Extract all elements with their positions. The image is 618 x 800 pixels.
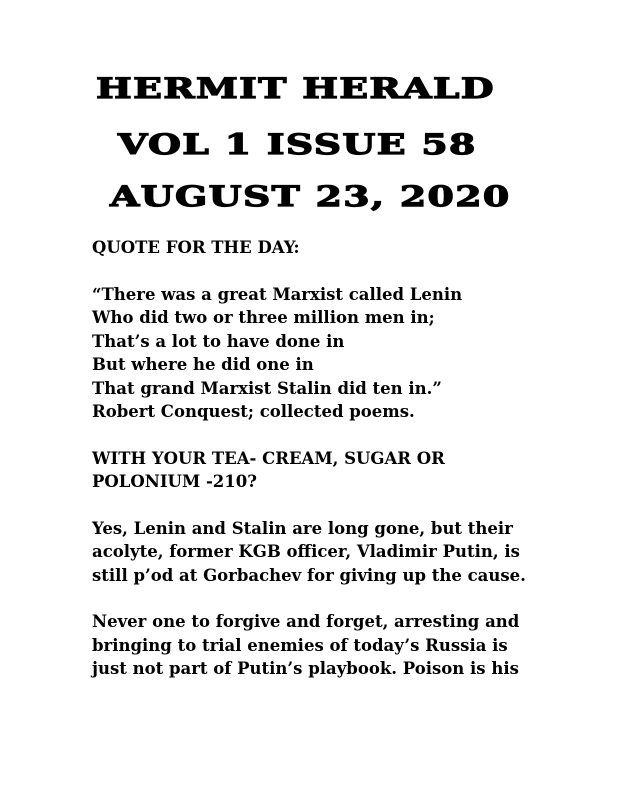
spacer	[92, 587, 592, 610]
document-body	[92, 236, 592, 681]
spacer	[92, 424, 592, 447]
quote-line: Who did two or three million men in;	[92, 308, 435, 327]
quote-line: That’s a lot to have done in	[92, 331, 345, 351]
spacer	[92, 260, 592, 283]
quote-attribution: Robert Conquest; collected poems.	[92, 402, 415, 421]
spacer	[92, 494, 592, 517]
paragraph-line: Yes, Lenin and Stalin are long gone, but their	[92, 518, 513, 538]
quote-heading: QUOTE FOR THE DAY:	[92, 238, 300, 257]
paragraph-line: bringing to trial enemies of today’s Russia is	[92, 635, 508, 655]
quote-line: That grand Marxist Stalin did ten in.”	[92, 378, 442, 398]
quote-line: But where he did one in	[92, 355, 314, 374]
paragraph-line: just not part of Putin’s playbook. Poison is his	[92, 659, 519, 678]
paragraph-line: still p’od at Gorbachev for giving up the cause.	[92, 565, 526, 585]
paragraph-line: acolyte, former KGB officer, Vladimir Putin, is	[92, 542, 520, 561]
article-heading-line: WITH YOUR TEA- CREAM, SUGAR OR	[92, 448, 445, 468]
paragraph-line: Never one to forgive and forget, arresting and	[92, 612, 520, 631]
masthead-date: AUGUST 23, 2020	[110, 180, 511, 213]
article-heading-line: POLONIUM -210?	[92, 472, 257, 491]
masthead-title: HERMIT HERALD	[96, 72, 495, 105]
quote-line: “There was a great Marxist called Lenin	[92, 284, 463, 304]
masthead-volume-issue: VOL 1 ISSUE 58	[118, 128, 477, 161]
